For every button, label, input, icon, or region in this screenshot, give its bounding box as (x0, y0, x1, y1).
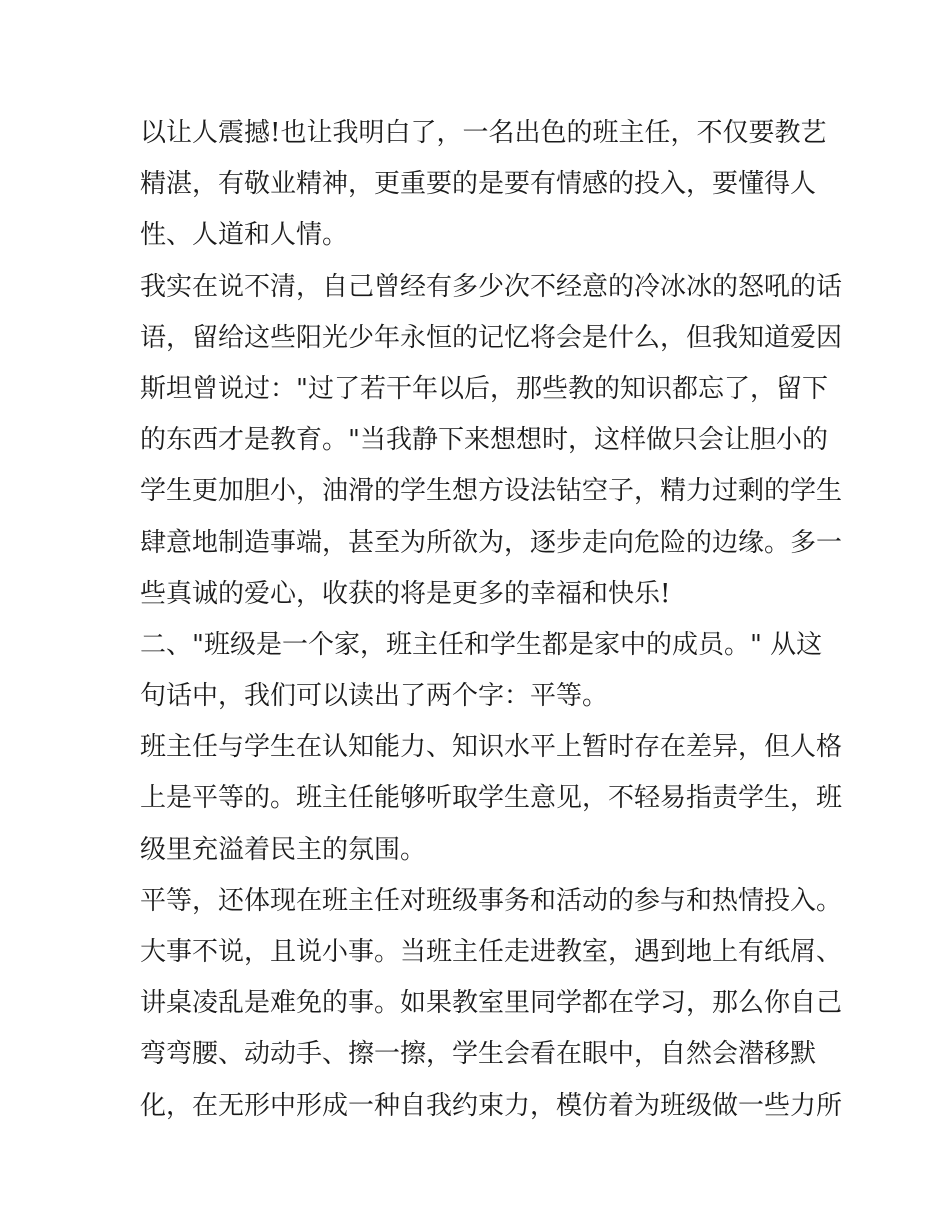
text-line: 学生更加胆小，油滑的学生想方设法钻空子，精力过剩的学生 (140, 476, 843, 507)
text-line: 我实在说不清，自己曾经有多少次不经意的冷冰冰的怒吼的话 (140, 271, 843, 302)
text-line: 级里充溢着民主的氛围。 (140, 834, 427, 865)
text-line: 上是平等的。班主任能够听取学生意见，不轻易指责学生，班 (140, 783, 843, 814)
text-line: 的东西才是教育。"当我静下来想想时，这样做只会让胆小的 (140, 425, 828, 456)
text-line: 斯坦曾说过："过了若干年以后，那些教的知识都忘了，留下 (140, 373, 828, 404)
text-line: 性、人道和人情。 (140, 220, 349, 251)
text-line: 精湛，有敬业精神，更重要的是要有情感的投入，要懂得人 (140, 169, 817, 200)
text-line: 讲桌凌乱是难免的事。如果教室里同学都在学习，那么你自己 (140, 988, 843, 1019)
text-line: 肆意地制造事端，甚至为所欲为，逐步走向危险的边缘。多一 (140, 527, 843, 558)
text-line: 些真诚的爱心，收获的将是更多的幸福和快乐! (140, 578, 671, 609)
text-line: 化，在无形中形成一种自我约束力，模仿着为班级做一些力所 (140, 1090, 843, 1121)
text-line: 大事不说，且说小事。当班主任走进教室，遇到地上有纸屑、 (140, 937, 843, 967)
text-line: 弯弯腰、动动手、擦一擦，学生会看在眼中，自然会潜移默 (140, 1039, 817, 1070)
text-line: 班主任与学生在认知能力、知识水平上暂时存在差异，但人格 (140, 732, 843, 763)
body-text (140, 108, 843, 1132)
text-line: 语，留给这些阳光少年永恒的记忆将会是什么，但我知道爱因 (140, 322, 843, 353)
text-line: 平等，还体现在班主任对班级事务和活动的参与和热情投入。 (140, 885, 843, 916)
text-line: 以让人震撼!也让我明白了，一名出色的班主任，不仅要教艺 (140, 118, 827, 148)
text-line: 二、"班级是一个家，班主任和学生都是家中的成员。" 从这 (140, 629, 823, 660)
text-line: 句话中，我们可以读出了两个字：平等。 (140, 681, 609, 712)
